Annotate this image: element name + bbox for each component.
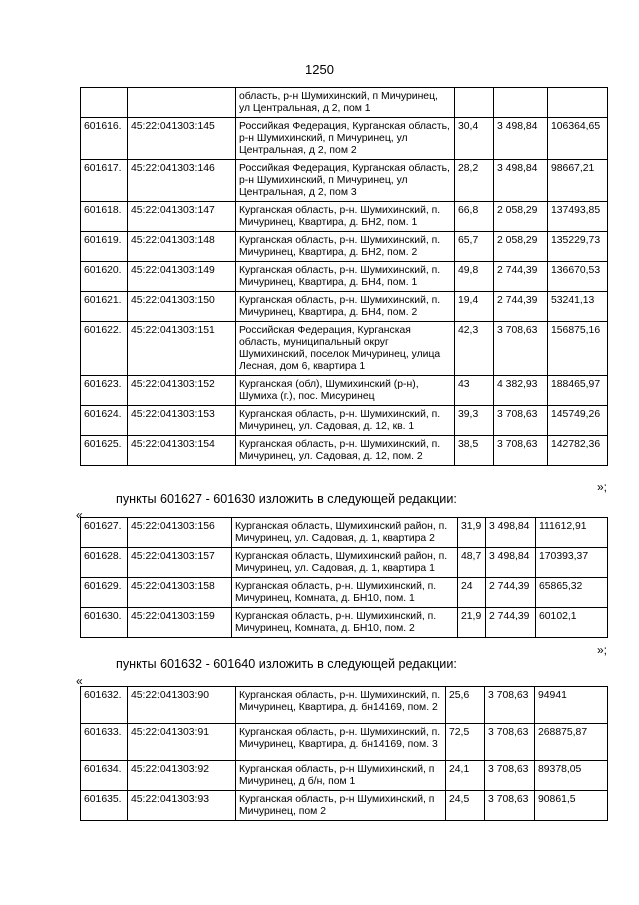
unit-value-cell: 3 498,84 [494, 160, 548, 202]
table-row [81, 724, 608, 761]
page-number: 1250 [305, 62, 334, 77]
close-quote-1: »; [597, 480, 608, 494]
unit-value-cell: 2 744,39 [486, 578, 536, 608]
unit-value-cell: 3 708,63 [494, 322, 548, 376]
row-number-cell: 601621. [81, 292, 128, 322]
row-number-cell: 601627. [81, 518, 128, 548]
unit-value-cell: 3 498,84 [486, 518, 536, 548]
open-quote-2: « [76, 674, 83, 688]
unit-value-cell: 2 058,29 [494, 232, 548, 262]
cadastral-value-cell: 188465,97 [548, 376, 608, 406]
cadastral-number-cell: 45:22:041303:154 [128, 436, 236, 466]
cadastral-number-cell: 45:22:041303:93 [128, 791, 236, 821]
row-number-cell: 601625. [81, 436, 128, 466]
area-cell: 66,8 [455, 202, 494, 232]
unit-value-cell: 2 744,39 [494, 292, 548, 322]
table-body [81, 88, 608, 466]
row-number-cell: 601629. [81, 578, 128, 608]
table-row [81, 376, 608, 406]
unit-value-cell: 2 744,39 [494, 262, 548, 292]
cadastral-number-cell: 45:22:041303:145 [128, 118, 236, 160]
row-number-cell: 601634. [81, 761, 128, 791]
row-number-cell: 601619. [81, 232, 128, 262]
address-cell: Курганская область, р-н. Шумихинский, п. Мичуринец, ул. Садовая, д. 12, пом. 2 [236, 436, 455, 466]
cadastral-number-cell: 45:22:041303:146 [128, 160, 236, 202]
cadastral-value-cell: 135229,73 [548, 232, 608, 262]
table-row [81, 406, 608, 436]
address-cell: Курганская область, р-н Шумихинский, п Мичуринец, д б/н, пом 1 [236, 761, 446, 791]
address-cell: Курганская область, р-н. Шумихинский, п. Мичуринец, Квартира, д. БН4, пом. 2 [236, 292, 455, 322]
table-row [81, 322, 608, 376]
cadastral-value-cell: 53241,13 [548, 292, 608, 322]
table-row [81, 608, 608, 638]
close-quote-2: »; [597, 643, 608, 657]
unit-value-cell: 2 058,29 [494, 202, 548, 232]
cadastral-value-cell: 94941 [535, 687, 608, 724]
cadastral-value-cell [548, 88, 608, 118]
unit-value-cell: 3 708,63 [494, 436, 548, 466]
address-cell: Курганская область, р-н. Шумихинский, п. Мичуринец, ул. Садовая, д. 12, кв. 1 [236, 406, 455, 436]
cadastral-value-cell: 156875,16 [548, 322, 608, 376]
row-number-cell: 601633. [81, 724, 128, 761]
cadastral-number-cell: 45:22:041303:157 [128, 548, 232, 578]
unit-value-cell: 2 744,39 [486, 608, 536, 638]
address-cell: Курганская область, Шумихинский район, п. Мичуринец, ул. Садовая, д. 1, квартира 1 [232, 548, 458, 578]
address-cell: Курганская область, Шумихинский район, п. Мичуринец, ул. Садовая, д. 1, квартира 2 [232, 518, 458, 548]
unit-value-cell: 3 708,63 [485, 687, 535, 724]
cadastral-value-cell: 142782,36 [548, 436, 608, 466]
unit-value-cell: 4 382,93 [494, 376, 548, 406]
row-number-cell: 601618. [81, 202, 128, 232]
area-cell: 19,4 [455, 292, 494, 322]
row-number-cell: 601635. [81, 791, 128, 821]
row-number-cell: 601617. [81, 160, 128, 202]
area-cell: 28,2 [455, 160, 494, 202]
table-body [81, 518, 608, 638]
row-number-cell: 601632. [81, 687, 128, 724]
cadastral-number-cell: 45:22:041303:159 [128, 608, 232, 638]
address-cell: Курганская область, р-н. Шумихинский, п. Мичуринец, Квартира, д. бн14169, пом. 2 [236, 687, 446, 724]
address-cell: Курганская область, р-н. Шумихинский, п. Мичуринец, Комната, д. БН10, пом. 1 [232, 578, 458, 608]
address-cell: Курганская область, р-н. Шумихинский, п. Мичуринец, Квартира, д. бн14169, пом. 3 [236, 724, 446, 761]
cadastral-number-cell: 45:22:041303:92 [128, 761, 236, 791]
area-cell: 65,7 [455, 232, 494, 262]
area-cell: 21,9 [458, 608, 486, 638]
row-number-cell: 601620. [81, 262, 128, 292]
unit-value-cell: 3 708,63 [485, 724, 535, 761]
table-row [81, 232, 608, 262]
area-cell: 30,4 [455, 118, 494, 160]
unit-value-cell: 3 708,63 [485, 791, 535, 821]
table-row [81, 202, 608, 232]
cadastral-value-cell: 90861,5 [535, 791, 608, 821]
area-cell: 72,5 [446, 724, 485, 761]
table-row [81, 548, 608, 578]
table-row [81, 578, 608, 608]
cadastral-number-cell: 45:22:041303:153 [128, 406, 236, 436]
unit-value-cell: 3 708,63 [494, 406, 548, 436]
cadastral-value-cell: 89378,05 [535, 761, 608, 791]
cadastral-number-cell: 45:22:041303:148 [128, 232, 236, 262]
table-row [81, 761, 608, 791]
area-cell: 31,9 [458, 518, 486, 548]
area-cell: 24,1 [446, 761, 485, 791]
cadastral-value-cell: 145749,26 [548, 406, 608, 436]
area-cell: 25,6 [446, 687, 485, 724]
cadastral-value-cell: 65865,32 [536, 578, 608, 608]
address-cell: Курганская (обл), Шумихинский (р-н), Шумиха (г.), пос. Мисуринец [236, 376, 455, 406]
row-number-cell [81, 88, 128, 118]
cadastral-number-cell: 45:22:041303:149 [128, 262, 236, 292]
cadastral-number-cell: 45:22:041303:158 [128, 578, 232, 608]
area-cell: 48,7 [458, 548, 486, 578]
open-quote-1: « [76, 508, 83, 522]
unit-value-cell: 3 498,84 [494, 118, 548, 160]
cadastral-value-cell: 60102,1 [536, 608, 608, 638]
area-cell: 42,3 [455, 322, 494, 376]
table-row [81, 436, 608, 466]
address-cell: Курганская область, р-н. Шумихинский, п. Мичуринец, Квартира, д. БН4, пом. 1 [236, 262, 455, 292]
area-cell [455, 88, 494, 118]
cadastral-value-cell: 98667,21 [548, 160, 608, 202]
address-cell: область, р-н Шумихинский, п Мичуринец, ул Центральная, д 2, пом 1 [236, 88, 455, 118]
table-row [81, 88, 608, 118]
table-row [81, 262, 608, 292]
area-cell: 38,5 [455, 436, 494, 466]
cadastral-value-cell: 268875,87 [535, 724, 608, 761]
address-cell: Российская Федерация, Курганская область, муниципальный округ Шумихинский, поселок Мичуринец, улица Лесная, дом 6, квартира 1 [236, 322, 455, 376]
cadastral-table-2 [80, 517, 608, 638]
area-cell: 39,3 [455, 406, 494, 436]
cadastral-value-cell: 170393,37 [536, 548, 608, 578]
unit-value-cell: 3 498,84 [486, 548, 536, 578]
cadastral-value-cell: 106364,65 [548, 118, 608, 160]
row-number-cell: 601628. [81, 548, 128, 578]
area-cell: 24,5 [446, 791, 485, 821]
cadastral-number-cell [128, 88, 236, 118]
address-cell: Курганская область, р-н. Шумихинский, п. Мичуринец, Квартира, д. БН2, пом. 2 [236, 232, 455, 262]
row-number-cell: 601624. [81, 406, 128, 436]
table-row [81, 518, 608, 548]
row-number-cell: 601623. [81, 376, 128, 406]
table-row [81, 160, 608, 202]
table-row [81, 118, 608, 160]
table-row [81, 791, 608, 821]
cadastral-value-cell: 137493,85 [548, 202, 608, 232]
address-cell: Российкая Федерация, Курганская область, р-н Шумихинский, п Мичуринец, ул Центральная, д 2, пом 3 [236, 160, 455, 202]
area-cell: 24 [458, 578, 486, 608]
row-number-cell: 601622. [81, 322, 128, 376]
row-number-cell: 601630. [81, 608, 128, 638]
cadastral-table-3 [80, 686, 608, 821]
cadastral-number-cell: 45:22:041303:147 [128, 202, 236, 232]
table-body [81, 687, 608, 821]
area-cell: 43 [455, 376, 494, 406]
address-cell: Курганская область, р-н. Шумихинский, п. Мичуринец, Комната, д. БН10, пом. 2 [232, 608, 458, 638]
address-cell: Курганская область, р-н. Шумихинский, п. Мичуринец, Квартира, д. БН2, пом. 1 [236, 202, 455, 232]
cadastral-number-cell: 45:22:041303:151 [128, 322, 236, 376]
amendment-paragraph-2: пункты 601632 - 601640 изложить в следующей редакции: [116, 657, 457, 671]
amendment-paragraph-1: пункты 601627 - 601630 изложить в следующей редакции: [116, 492, 457, 506]
area-cell: 49,8 [455, 262, 494, 292]
cadastral-number-cell: 45:22:041303:91 [128, 724, 236, 761]
table-row [81, 292, 608, 322]
cadastral-value-cell: 136670,53 [548, 262, 608, 292]
cadastral-table-1 [80, 87, 608, 466]
unit-value-cell: 3 708,63 [485, 761, 535, 791]
row-number-cell: 601616. [81, 118, 128, 160]
address-cell: Курганская область, р-н Шумихинский, п Мичуринец, пом 2 [236, 791, 446, 821]
cadastral-number-cell: 45:22:041303:90 [128, 687, 236, 724]
address-cell: Российкая Федерация, Курганская область, р-н Шумихинский, п Мичуринец, ул Центральная, д 2, пом 2 [236, 118, 455, 160]
cadastral-number-cell: 45:22:041303:156 [128, 518, 232, 548]
cadastral-number-cell: 45:22:041303:152 [128, 376, 236, 406]
cadastral-number-cell: 45:22:041303:150 [128, 292, 236, 322]
table-row [81, 687, 608, 724]
cadastral-value-cell: 111612,91 [536, 518, 608, 548]
unit-value-cell [494, 88, 548, 118]
